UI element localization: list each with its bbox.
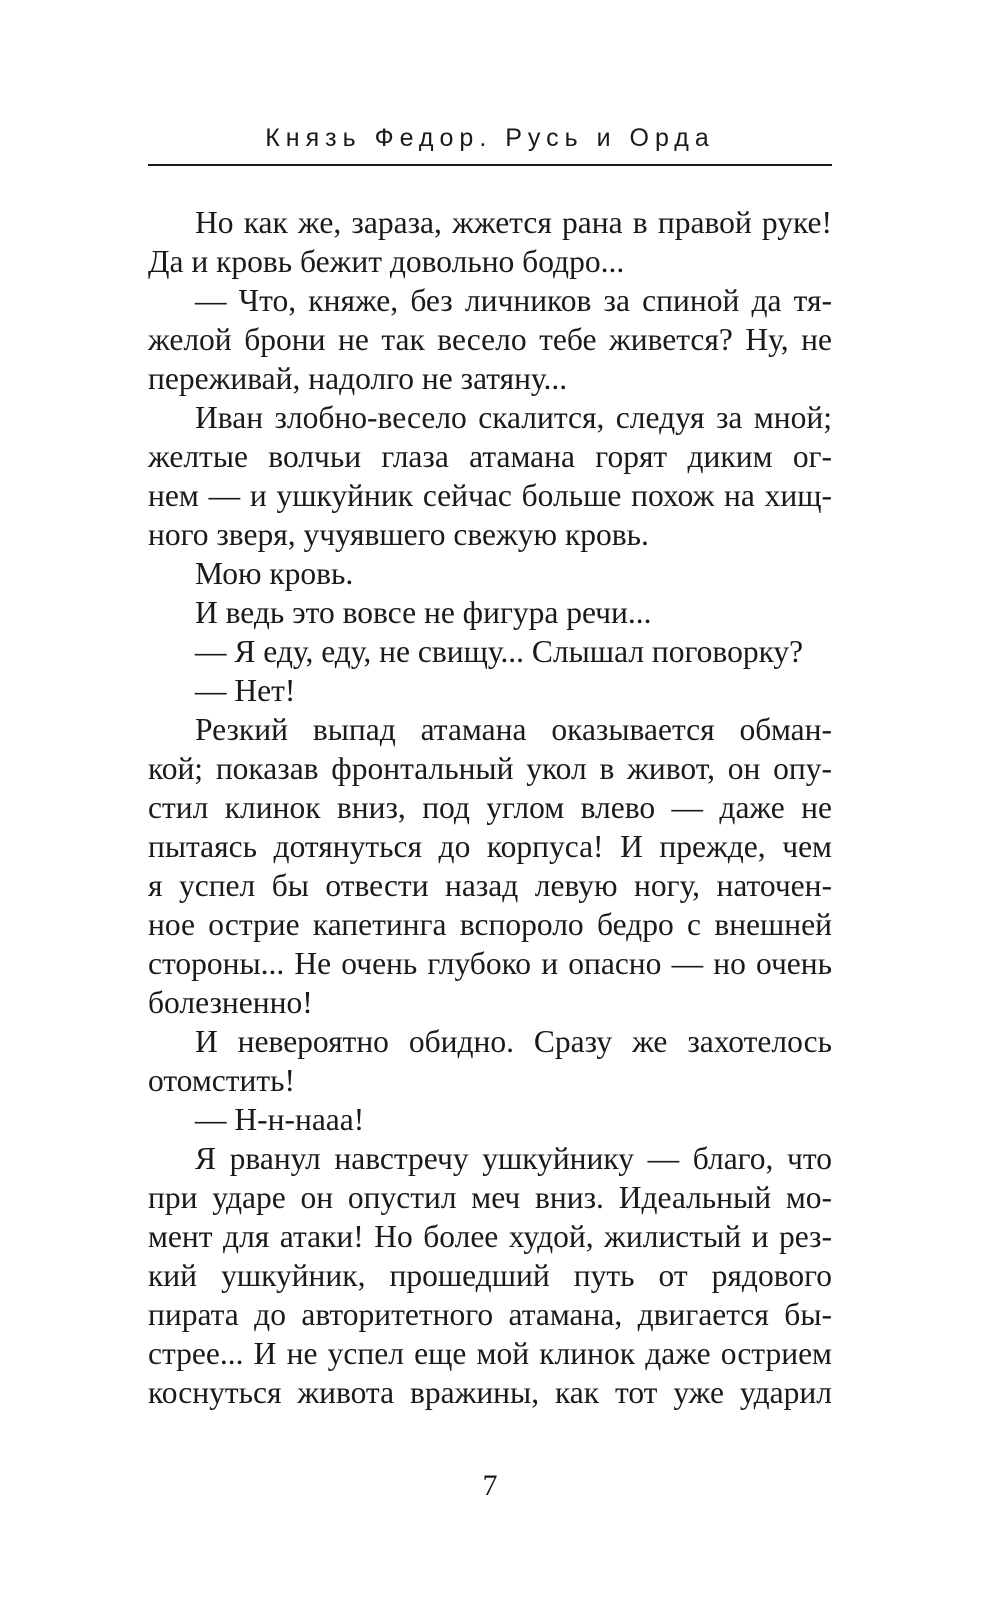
text-line: пытаясь дотянуться до корпуса! И прежде, чем [148, 829, 832, 864]
text-line: стороны... Не очень глубоко и опасно — но очень [148, 946, 832, 981]
text-line: — Нет! [195, 673, 296, 708]
text-line: Но как же, зараза, жжется рана в правой руке! [195, 205, 832, 240]
text-line: коснуться живота вражины, как тот уже ударил [148, 1375, 832, 1410]
text-line: Иван злобно-весело скалится, следуя за мной; [195, 400, 832, 435]
text-line: И ведь это вовсе не фигура речи... [195, 595, 652, 630]
text-line: И невероятно обидно. Сразу же захотелось [195, 1024, 832, 1059]
text-line: пирата до авторитетного атамана, двигается бы- [148, 1297, 832, 1332]
text-line: отомстить! [148, 1063, 295, 1098]
text-line: желой брони не так весело тебе живется? Ну, не [148, 322, 832, 357]
text-line: Резкий выпад атамана оказывается обман- [195, 712, 832, 747]
text-line: ного зверя, учуявшего свежую кровь. [148, 517, 649, 552]
text-line: Я рванул навстречу ушкуйнику — благо, что [195, 1141, 832, 1176]
page-number: 7 [482, 1469, 498, 1502]
text-line: — Н-н-наaa! [195, 1102, 365, 1137]
text-line: я успел бы отвести назад левую ногу, наточен- [148, 868, 832, 903]
text-line: — Я еду, еду, не свищу... Слышал поговорку? [195, 634, 804, 669]
text-line: кой; показав фронтальный укол в живот, он опу- [148, 751, 832, 786]
text-line: мент для атаки! Но более худой, жилистый и рез- [148, 1219, 832, 1254]
header-rule [148, 164, 832, 166]
text-line: ное острие капетинга вспороло бедро с внешней [148, 907, 832, 942]
text-line: стил клинок вниз, под углом влево — даже не [148, 790, 832, 825]
text-line: — Что, княже, без личников за спиной да тя- [195, 283, 832, 318]
text-line: при ударе он опустил меч вниз. Идеальный мо- [148, 1180, 832, 1215]
text-line: болезненно! [148, 985, 313, 1020]
text-line: желтые волчьи глаза атамана горят диким ог- [148, 439, 832, 474]
text-line: Да и кровь бежит довольно бодро... [148, 244, 625, 279]
running-title: Князь Федор. Русь и Орда [265, 124, 715, 152]
text-line: нем — и ушкуйник сейчас больше похож на хищ- [148, 478, 832, 513]
text-line: стрее... И не успел еще мой клинок даже острием [148, 1336, 832, 1371]
text-line: кий ушкуйник, прошедший путь от рядового [148, 1258, 832, 1293]
body-text [148, 203, 832, 1412]
text-line: переживай, надолго не затяну... [148, 361, 568, 396]
text-line: Мою кровь. [195, 556, 354, 591]
